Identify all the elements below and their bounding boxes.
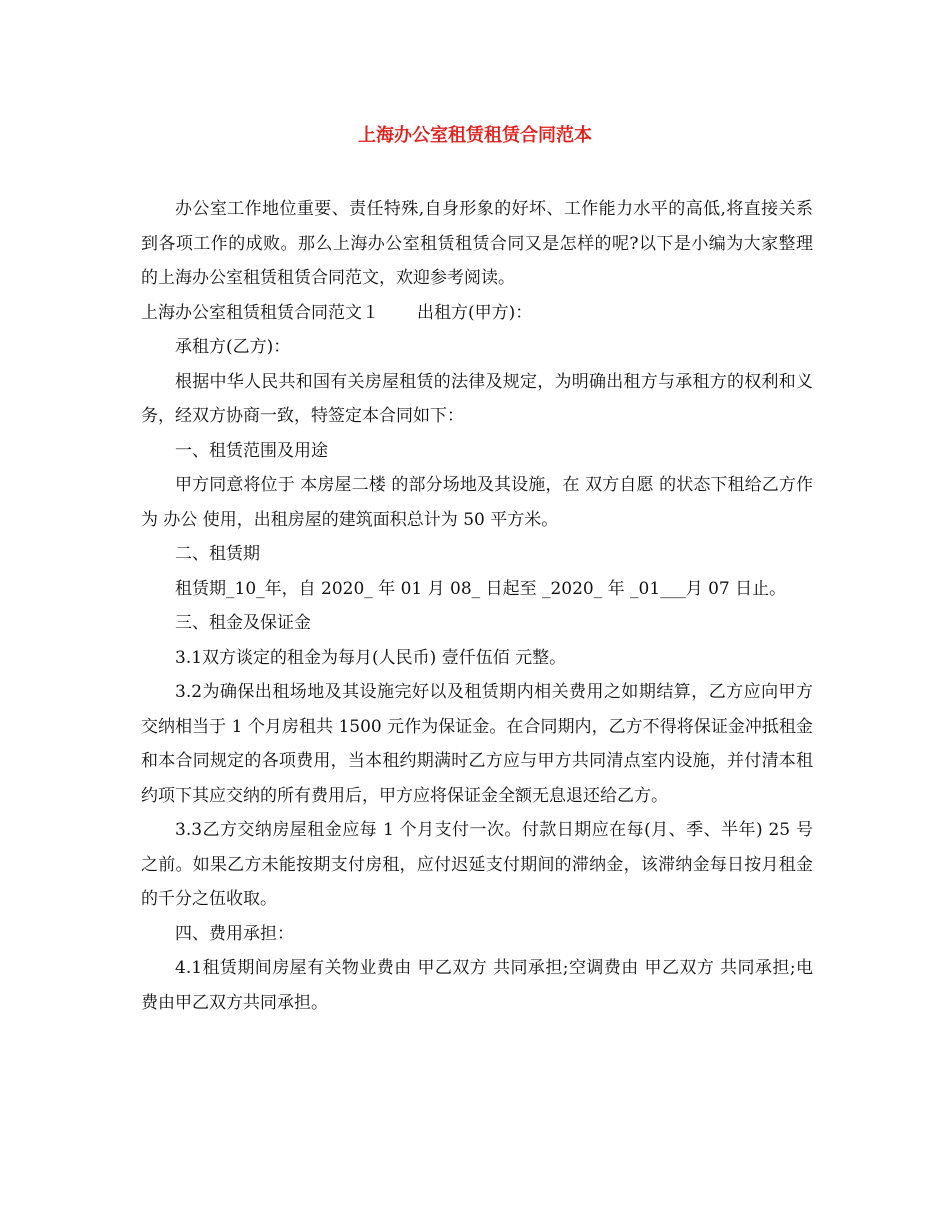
section-1-heading: 一、租赁范围及用途 [175,440,328,461]
clause-3-3: 3.3乙方交纳房屋租金应每 1 个月支付一次。付款日期应在每(月、季、半年) 25 号之前。如果乙方未能按期支付房租，应付迟延支付期间的滞纳金，该滞纳金每日按月租金的千分之伍收取。 [141,820,813,909]
section-4-heading: 四、费用承担： [175,923,294,944]
clause-3-2: 3.2为确保出租场地及其设施完好以及租赁期内相关费用之如期结算，乙方应向甲方交纳相当于 1 个月房租共 1500 元作为保证金。在合同期内，乙方不得将保证金冲抵租金和本合同规定的各项费用，当本租约期满时乙方应与甲方共同清点室内设施，并付清本租约项下其应交纳的所有费用后，甲方应将保证金全额无息退还给乙方。 [141,682,813,806]
section-3-heading: 三、租金及保证金 [175,613,311,633]
document-title: 上海办公室租赁租赁合同范本 [358,125,592,146]
clause-4-1: 4.1租赁期间房屋有关物业费由 甲乙双方 共同承担;空调费由 甲乙双方 共同承担;电费由甲乙双方共同承担。 [141,958,813,1013]
party-b-label: 承租方(乙方)： [175,337,291,357]
document-body [141,192,813,1020]
section-2-text: 租赁期_10_年，自 2020_ 年 01 月 08_ 日起至 _2020_ 年 _01___月 07 日止。 [175,578,787,599]
party-a-label: 出租方(甲方)： [417,302,533,323]
clause-3-1: 3.1双方谈定的租金为每月(人民币) 壹仟伍佰 元整。 [175,647,567,668]
sample-heading-line [141,296,813,331]
preamble-paragraph: 根据中华人民共和国有关房屋租赁的法律及规定，为明确出租方与承租方的权利和义务，经双方协商一致，特签定本合同如下： [141,371,813,426]
section-2-heading: 二、租赁期 [175,544,260,564]
section-1-text: 甲方同意将位于 本房屋二楼 的部分场地及其设施，在 双方自愿 的状态下租给乙方作为 办公 使用，出租房屋的建筑面积总计为 50 平方米。 [141,475,813,530]
sample-heading: 上海办公室租赁租赁合同范文１ [141,302,379,323]
intro-paragraph: 办公室工作地位重要、责任特殊,自身形象的好坏、工作能力水平的高低,将直接关系到各项工作的成败。那么上海办公室租赁租赁合同又是怎样的呢?以下是小编为大家整理的上海办公室租赁租赁合同范文，欢迎参考阅读。 [141,199,813,288]
